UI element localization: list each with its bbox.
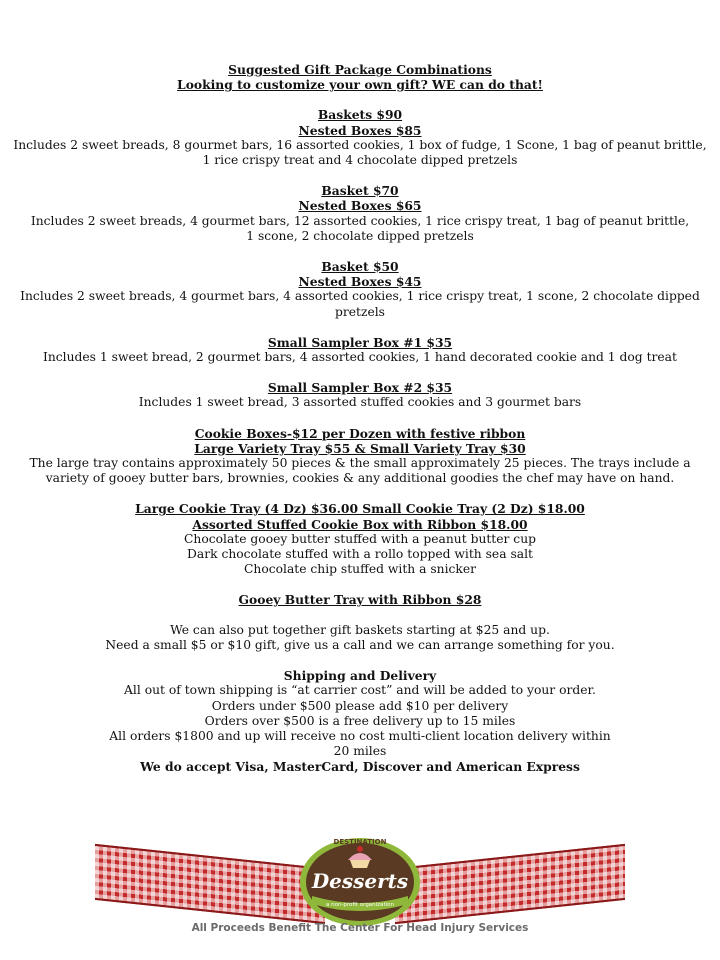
stuffed-cookie-item: Dark chocolate stuffed with a rollo topped with sea salt (187, 547, 533, 562)
shipping-line: All out of town shipping is “at carrier cost” and will be added to your order. (124, 683, 596, 698)
shipping-line: Orders over $500 is a free delivery up to 15 miles (204, 713, 516, 728)
package-heading: Basket $50 (321, 259, 399, 275)
package-heading: Nested Boxes $65 (298, 198, 422, 214)
package-description: Includes 1 sweet bread, 3 assorted stuffed cookies and 3 gourmet bars (138, 395, 582, 410)
package-2 (0, 183, 720, 244)
package-6 (0, 426, 720, 487)
package-description: The large tray contains approximately 50 pieces & the small approximately 25 pieces. The trays include a variety of gooey butter bars, brownies, cookies & any additional goodies the chef may have on hand. (29, 456, 691, 486)
gooey-tray-heading: Gooey Butter Tray with Ribbon $28 (238, 592, 482, 608)
package-description: Includes 1 sweet bread, 2 gourmet bars, 4 assorted cookies, 1 hand decorated cookie and 1 dog treat (43, 350, 677, 365)
shipping-line: Orders under $500 please add $10 per delivery (211, 698, 509, 713)
stuffed-cookie-item: Chocolate chip stuffed with a snicker (243, 562, 477, 577)
package-heading: Nested Boxes $45 (298, 274, 422, 290)
page-subtitle: Looking to customize your own gift? WE can do that! (177, 77, 543, 93)
cookie-tray-heading: Large Cookie Tray (4 Dz) $36.00 Small Cookie Tray (2 Dz) $18.00 (135, 501, 585, 517)
page-title: Suggested Gift Package Combinations (228, 62, 492, 77)
package-heading: Nested Boxes $85 (298, 122, 422, 138)
package-heading: Small Sampler Box #2 $35 (267, 380, 453, 396)
package-4 (0, 335, 720, 365)
package-3 (0, 259, 720, 320)
package-5 (0, 380, 720, 410)
stuffed-cookie-item: Chocolate gooey butter stuffed with a peanut butter cup (184, 531, 536, 546)
shipping-heading: Shipping and Delivery (283, 668, 437, 684)
logo-sub-text: a non-profit organization (325, 902, 395, 908)
package-description: Includes 2 sweet breads, 4 gourmet bars, 12 assorted cookies, 1 rice crispy treat, 1 bag of peanut brittle, 1 scone, 2 chocolate dipped pretzels (30, 213, 690, 243)
package-1 (0, 107, 720, 168)
package-heading: Small Sampler Box #1 $35 (267, 334, 453, 350)
extras-line: Need a small $5 or $10 gift, give us a call and we can arrange something for you. (105, 637, 615, 652)
package-heading: Cookie Boxes-$12 per Dozen with festive ribbon (194, 425, 526, 441)
stuffed-cookie-heading: Assorted Stuffed Cookie Box with Ribbon $18.00 (192, 516, 528, 532)
logo-top-text: DESTINATION (333, 838, 387, 846)
footer-banner (0, 820, 720, 960)
gingham-ribbon-left (95, 844, 325, 924)
shipping-line: All orders $1800 and up will receive no cost multi-client location delivery within 20 miles (109, 728, 611, 759)
payment-note: We do accept Visa, MasterCard, Discover and American Express (140, 759, 580, 775)
package-description: Includes 2 sweet breads, 4 gourmet bars, 4 assorted cookies, 1 rice crispy treat, 1 scone, 2 chocolate dipped pretzels (20, 289, 700, 319)
extras-line: We can also put together gift baskets starting at $25 and up. (170, 622, 550, 637)
document-body (0, 62, 720, 775)
logo-main-text: Desserts (311, 869, 409, 893)
footer-tagline: All Proceeds Benefit The Center For Head Injury Services (191, 922, 529, 934)
package-heading: Baskets $90 (317, 107, 403, 123)
cookie-trays (0, 501, 720, 577)
destination-desserts-logo (298, 832, 422, 928)
shipping-section (0, 668, 720, 774)
package-heading: Basket $70 (321, 183, 399, 199)
package-description: Includes 2 sweet breads, 8 gourmet bars, 16 assorted cookies, 1 box of fudge, 1 Scone, 1 bag of peanut brittle, 1 rice crispy treat and 4 chocolate dipped pretzels (13, 137, 707, 168)
package-heading: Large Variety Tray $55 & Small Variety Tray $30 (194, 440, 526, 456)
gingham-ribbon-right (395, 844, 625, 924)
